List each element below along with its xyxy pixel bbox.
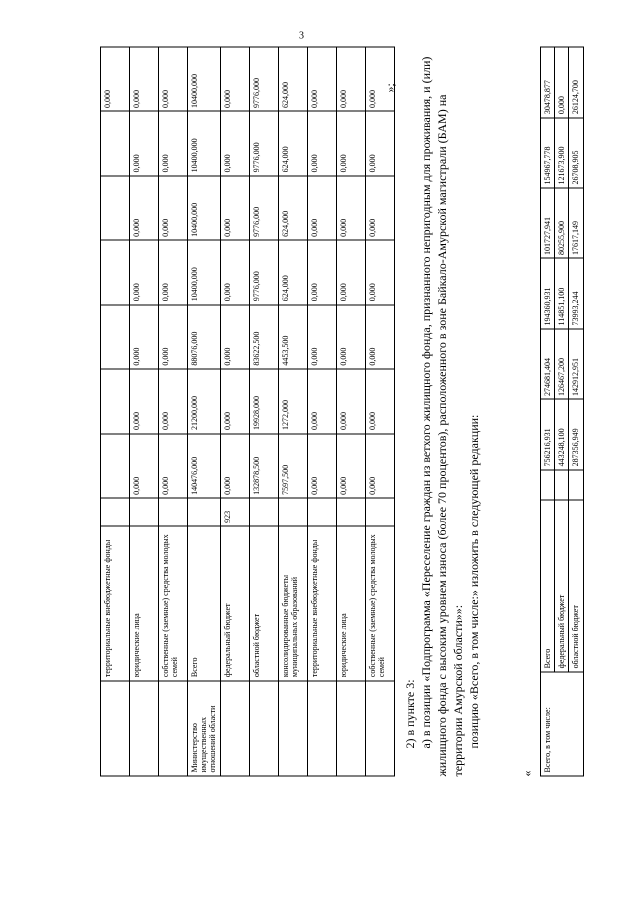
value-cell: 0,000 <box>130 369 159 433</box>
value-cell: 624,000 <box>278 176 307 240</box>
funding-source-cell: Всего <box>541 500 555 671</box>
value-cell: 1272,000 <box>278 369 307 433</box>
funding-source-cell: территориальные внебюджетные фонды <box>101 526 130 680</box>
value-cell: 274681,404 <box>541 329 555 399</box>
value-cell: 154967,778 <box>541 118 555 188</box>
value-cell: 0,000 <box>336 305 365 369</box>
value-cell: 0,000 <box>365 47 394 112</box>
funding-source-cell: областной бюджет <box>569 500 583 671</box>
value-cell: 10400,000 <box>188 112 221 176</box>
value-cell: 0,000 <box>220 176 249 240</box>
value-cell: 140476,000 <box>188 434 221 499</box>
value-cell: 0,000 <box>220 305 249 369</box>
table-row <box>130 47 159 776</box>
value-cell: 0,000 <box>130 240 159 304</box>
value-cell: 0,000 <box>307 305 336 369</box>
table-row <box>541 47 555 776</box>
value-cell: 0,000 <box>365 369 394 433</box>
org-cell <box>278 681 307 776</box>
funding-source-cell: юридические лица <box>336 526 365 680</box>
table-row <box>555 47 569 776</box>
clause-heading: 2) в пункте 3: <box>403 679 417 749</box>
table-row <box>278 47 307 776</box>
value-cell <box>101 176 130 240</box>
value-cell: 10400,000 <box>188 240 221 304</box>
org-cell <box>336 681 365 776</box>
clause-instruction: позицию «Всего, в том числе:» изложить в следующей редакции: <box>467 414 481 749</box>
page-number: 3 <box>299 30 304 42</box>
value-cell: 9776,000 <box>249 47 278 112</box>
table-row <box>307 47 336 776</box>
table-row <box>249 47 278 776</box>
value-cell: 443248,100 <box>555 399 569 469</box>
code-cell <box>336 498 365 526</box>
value-cell: 756216,931 <box>541 399 555 469</box>
code-cell <box>541 470 555 501</box>
value-cell <box>101 240 130 304</box>
value-cell <box>101 369 130 433</box>
funding-source-cell: консолидированные бюджеты муниципальных образований <box>278 526 307 680</box>
value-cell: 0,000 <box>159 112 188 176</box>
value-cell: 21200,000 <box>188 369 221 433</box>
funding-source-cell: юридические лица <box>130 526 159 680</box>
code-cell <box>365 498 394 526</box>
value-cell: 624,000 <box>278 47 307 112</box>
value-cell: 0,000 <box>220 369 249 433</box>
total-label-cell: Всего, в том числе: <box>541 672 584 776</box>
org-cell <box>101 681 130 776</box>
table-row <box>365 47 394 776</box>
value-cell: 0,000 <box>336 434 365 499</box>
value-cell: 194360,931 <box>541 259 555 329</box>
amendment-text <box>402 37 482 777</box>
value-cell: 9776,000 <box>249 176 278 240</box>
value-cell: 0,000 <box>336 47 365 112</box>
value-cell: 0,000 <box>159 240 188 304</box>
value-cell: 0,000 <box>220 240 249 304</box>
value-cell: 0,000 <box>130 112 159 176</box>
value-cell: 0,000 <box>365 112 394 176</box>
value-cell: 0,000 <box>307 240 336 304</box>
funding-source-cell: Всего <box>188 526 221 680</box>
value-cell: 0,000 <box>159 434 188 499</box>
code-cell <box>278 498 307 526</box>
value-cell: 624,000 <box>278 112 307 176</box>
code-cell <box>307 498 336 526</box>
value-cell: 7597,500 <box>278 434 307 499</box>
code-cell <box>249 498 278 526</box>
value-cell <box>101 305 130 369</box>
value-cell: 19928,000 <box>249 369 278 433</box>
value-cell: 26708,905 <box>569 118 583 188</box>
value-cell: 0,000 <box>307 369 336 433</box>
value-cell: 0,000 <box>130 305 159 369</box>
value-cell: 88076,000 <box>188 305 221 369</box>
value-cell: 0,000 <box>220 112 249 176</box>
value-cell: 0,000 <box>365 240 394 304</box>
value-cell: 9776,000 <box>249 112 278 176</box>
value-cell: 142912,951 <box>569 329 583 399</box>
value-cell: 73993,244 <box>569 259 583 329</box>
code-cell <box>159 498 188 526</box>
org-cell: Министерство имущественных отношений области <box>188 681 221 776</box>
value-cell: 0,000 <box>130 176 159 240</box>
value-cell: 0,000 <box>336 369 365 433</box>
value-cell: 30478,877 <box>541 47 555 118</box>
value-cell: 0,000 <box>365 434 394 499</box>
org-cell <box>307 681 336 776</box>
clause-body: а) в позиции «Подпрограмма «Переселение граждан из ветхого жилищного фонда, признанного непригодным для проживания, и (или) жилищного фонда с высоким уровнем износа (более 70 процентов), расположенного в зоне Байкало-Амурской магистрали (БАМ) на территории Амурской области»»: <box>419 56 465 777</box>
code-cell <box>188 498 221 526</box>
value-cell: 0,000 <box>336 112 365 176</box>
value-cell: 10400,000 <box>188 47 221 112</box>
value-cell: 0,000 <box>307 434 336 499</box>
code-cell <box>555 470 569 501</box>
code-cell: 923 <box>220 498 249 526</box>
value-cell: 83622,500 <box>249 305 278 369</box>
code-cell <box>569 470 583 501</box>
value-cell: 624,000 <box>278 240 307 304</box>
value-cell: 0,000 <box>159 305 188 369</box>
org-cell <box>249 681 278 776</box>
value-cell: 17617,149 <box>569 188 583 258</box>
value-cell: 132878,500 <box>249 434 278 499</box>
value-cell: 0,000 <box>101 47 130 112</box>
value-cell: 0,000 <box>159 369 188 433</box>
funding-source-cell: федеральный бюджет <box>555 500 569 671</box>
funding-source-cell: областной бюджет <box>249 526 278 680</box>
value-cell: 0,000 <box>336 176 365 240</box>
table-row <box>336 47 365 776</box>
value-cell: 10400,000 <box>188 176 221 240</box>
value-cell: 26124,700 <box>569 47 583 118</box>
table-row <box>188 47 221 776</box>
value-cell: 0,000 <box>220 47 249 112</box>
table-row <box>569 47 583 776</box>
value-cell: 126467,200 <box>555 329 569 399</box>
funding-table-top <box>100 47 395 777</box>
value-cell: 9776,000 <box>249 240 278 304</box>
value-cell: 0,000 <box>307 112 336 176</box>
org-cell <box>365 681 394 776</box>
funding-source-cell: территориальные внебюджетные фонды <box>307 526 336 680</box>
code-cell <box>130 498 159 526</box>
value-cell: 287356,949 <box>569 399 583 469</box>
value-cell: 0,000 <box>130 47 159 112</box>
closing-quote: »; <box>383 83 397 93</box>
funding-table-bottom <box>540 47 584 777</box>
funding-source-cell: федеральный бюджет <box>220 526 249 680</box>
value-cell: 0,000 <box>555 47 569 118</box>
table-row <box>159 47 188 776</box>
table-row <box>220 47 249 776</box>
value-cell <box>101 434 130 499</box>
value-cell: 101727,941 <box>541 188 555 258</box>
value-cell: 0,000 <box>307 47 336 112</box>
value-cell: 0,000 <box>159 47 188 112</box>
value-cell: 0,000 <box>220 434 249 499</box>
org-cell <box>220 681 249 776</box>
org-cell <box>159 681 188 776</box>
value-cell: 0,000 <box>365 305 394 369</box>
value-cell: 0,000 <box>307 176 336 240</box>
value-cell: 0,000 <box>159 176 188 240</box>
value-cell: 80255,900 <box>555 188 569 258</box>
funding-source-cell: собственные (заемные) средства молодых семей <box>159 526 188 680</box>
opening-quote: « <box>520 770 534 777</box>
value-cell <box>101 112 130 176</box>
value-cell: 0,000 <box>365 176 394 240</box>
value-cell: 0,000 <box>336 240 365 304</box>
table-row <box>101 47 130 776</box>
value-cell: 121673,900 <box>555 118 569 188</box>
funding-source-cell: собственные (заемные) средства молодых семей <box>365 526 394 680</box>
value-cell: 114851,100 <box>555 259 569 329</box>
value-cell: 0,000 <box>130 434 159 499</box>
code-cell <box>101 498 130 526</box>
value-cell: 4453,500 <box>278 305 307 369</box>
org-cell <box>130 681 159 776</box>
